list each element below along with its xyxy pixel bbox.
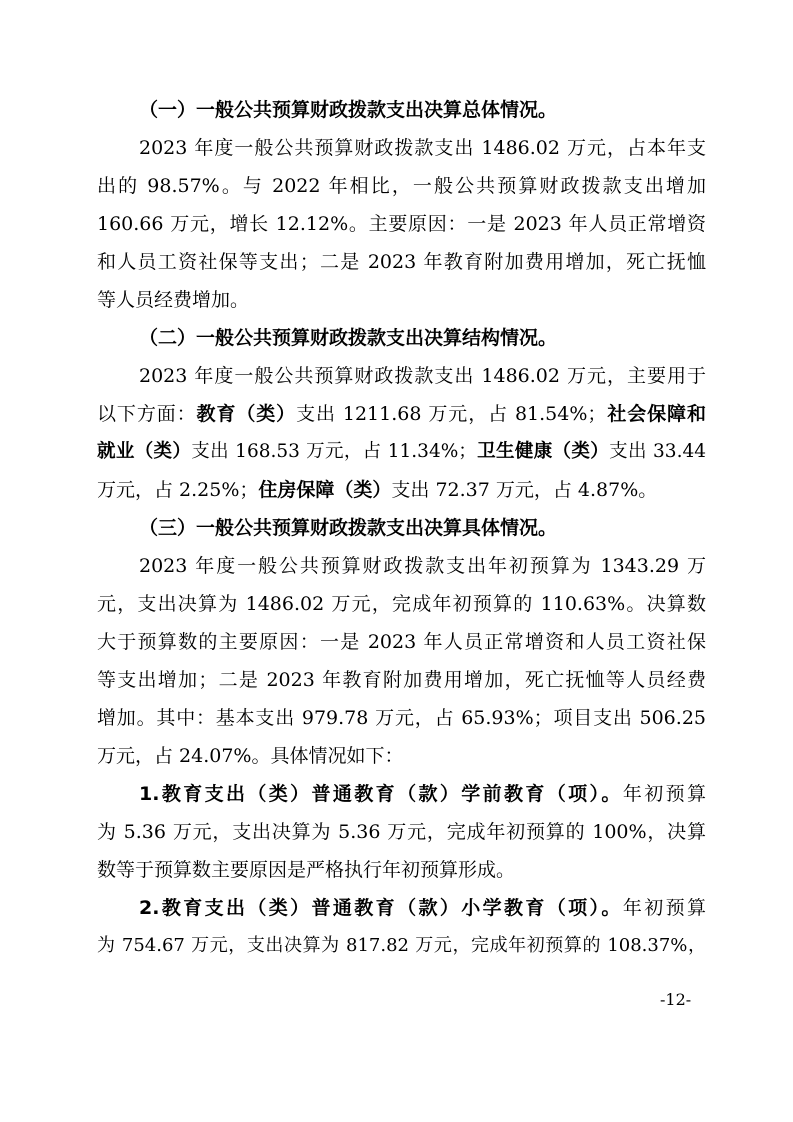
section1-line-3: 160.66 万元，增长 12.12%。主要原因：一是 2023 年人员正常增资 bbox=[97, 213, 706, 235]
item2-line-1 bbox=[97, 890, 706, 926]
category-social-security: 社会保障和 bbox=[606, 403, 706, 425]
item1-text: 年初预算 bbox=[622, 783, 706, 805]
item1-line-1 bbox=[97, 776, 706, 812]
section2-line-3 bbox=[97, 434, 706, 470]
page-number: -12- bbox=[660, 990, 692, 1009]
section2-text: 支出 168.53 万元，占 11.34%； bbox=[191, 441, 477, 462]
section2-line-2 bbox=[97, 396, 706, 432]
section1-line-5: 等人员经费增加。 bbox=[97, 289, 250, 311]
section3-line-2: 元，支出决算为 1486.02 万元，完成年初预算的 110.63%。决算数 bbox=[97, 593, 706, 615]
section3-line-5: 增加。其中：基本支出 979.78 万元，占 65.93%；项目支出 506.25 bbox=[97, 707, 706, 729]
item2-title: 2.教育支出（类）普通教育（款）小学教育（项）。 bbox=[139, 897, 623, 919]
section3-line-3: 大于预算数的主要原因：一是 2023 年人员正常增资和人员工资社保 bbox=[97, 631, 706, 653]
section2-text: 支出 33.44 bbox=[609, 441, 706, 462]
section1-line-4: 和人员工资社保等支出；二是 2023 年教育附加费用增加，死亡抚恤 bbox=[97, 251, 706, 273]
section1-line-1: 2023 年度一般公共预算财政拨款支出 1486.02 万元，占本年支 bbox=[139, 137, 706, 159]
section2-line-4 bbox=[97, 472, 706, 508]
category-housing: 住房保障（类） bbox=[258, 479, 392, 501]
section2-heading: （二）一般公共预算财政拨款支出决算结构情况。 bbox=[139, 327, 558, 349]
section2-text: 万元，占 2.25%； bbox=[97, 479, 259, 501]
section3-line-1: 2023 年度一般公共预算财政拨款支出年初预算为 1343.29 万 bbox=[139, 555, 706, 577]
section1-heading: （一）一般公共预算财政拨款支出决算总体情况。 bbox=[139, 99, 558, 121]
item2-line-2: 为 754.67 万元，支出决算为 817.82 万元，完成年初预算的 108.37%， bbox=[97, 935, 706, 956]
category-education: 教育（类） bbox=[196, 403, 297, 425]
section1-line-2: 出的 98.57%。与 2022 年相比，一般公共预算财政拨款支出增加 bbox=[97, 175, 706, 197]
category-employment: 就业（类） bbox=[97, 441, 192, 462]
section3-heading: （三）一般公共预算财政拨款支出决算具体情况。 bbox=[139, 517, 558, 539]
section2-text: 支出 72.37 万元，占 4.87%。 bbox=[391, 479, 658, 501]
section3-line-6: 万元，占 24.07%。具体情况如下： bbox=[97, 745, 404, 767]
section2-text: 支出 1211.68 万元，占 81.54%； bbox=[296, 403, 607, 425]
section2-line-1: 2023 年度一般公共预算财政拨款支出 1486.02 万元，主要用于 bbox=[139, 365, 706, 387]
item2-text: 年初预算 bbox=[622, 897, 706, 919]
item1-line-3: 数等于预算数主要原因是严格执行年初预算形成。 bbox=[97, 859, 516, 881]
item1-title: 1.教育支出（类）普通教育（款）学前教育（项）。 bbox=[139, 783, 623, 805]
category-health: 卫生健康（类） bbox=[476, 441, 610, 462]
section2-text: 以下方面： bbox=[97, 403, 197, 425]
item1-line-2: 为 5.36 万元，支出决算为 5.36 万元，完成年初预算的 100%，决算 bbox=[97, 821, 706, 843]
section3-line-4: 等支出增加；二是 2023 年教育附加费用增加，死亡抚恤等人员经费 bbox=[97, 669, 706, 691]
